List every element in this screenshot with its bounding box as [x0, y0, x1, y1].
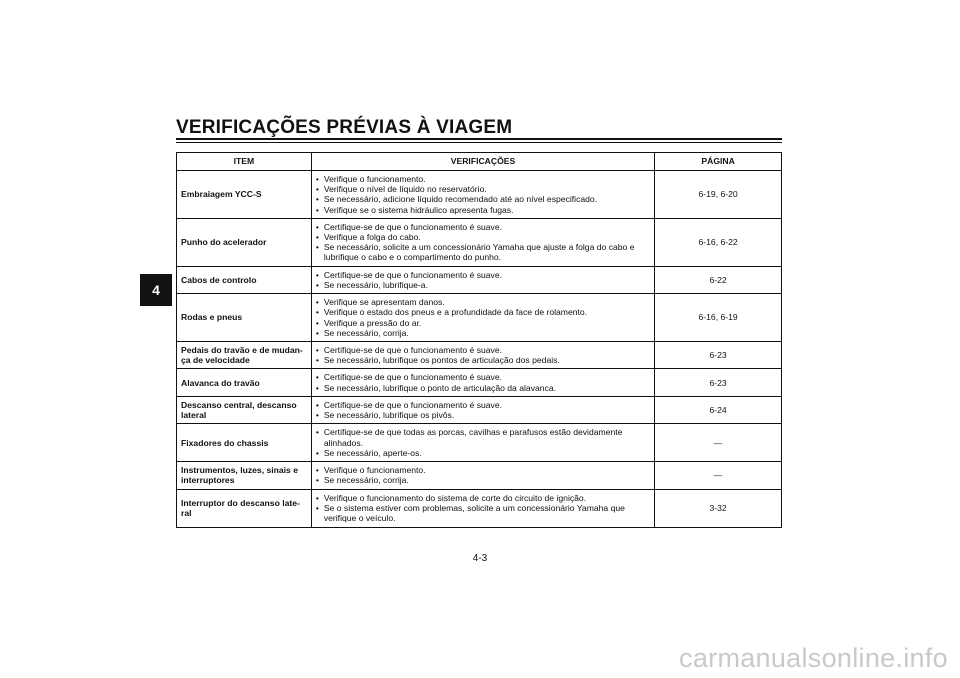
- header-item: ITEM: [177, 153, 312, 171]
- row-checks: [311, 489, 654, 527]
- table-row: [177, 294, 782, 342]
- row-page: 3-32: [655, 489, 782, 527]
- page-title: VERIFICAÇÕES PRÉVIAS À VIAGEM: [176, 117, 513, 138]
- check-item: • Verifique o nível de líquido no reservatório.: [316, 184, 650, 194]
- watermark: carmanualsonline.info: [679, 643, 948, 673]
- row-item: Fixadores do chassis: [177, 424, 312, 462]
- check-list: [316, 222, 650, 263]
- table-row: [177, 218, 782, 266]
- row-page: 6-22: [655, 266, 782, 293]
- table-row: [177, 342, 782, 369]
- row-item: Cabos de controlo: [177, 266, 312, 293]
- table-header-row: [177, 153, 782, 171]
- row-page: —: [655, 462, 782, 489]
- row-item: Instrumentos, luzes, sinais e interruptores: [177, 462, 312, 489]
- header-page: PÁGINA: [655, 153, 782, 171]
- check-item: • Certifique-se de que o funcionamento é suave.: [316, 400, 650, 410]
- check-item: • Se necessário, corrija.: [316, 328, 650, 338]
- check-item: • Verifique se o sistema hidráulico apresenta fugas.: [316, 205, 650, 215]
- check-list: [316, 465, 650, 485]
- table-row: [177, 396, 782, 423]
- check-item: • Se necessário, lubrifique os pivôs.: [316, 410, 650, 420]
- title-rule-thin: [176, 142, 782, 143]
- chapter-tab: 4: [140, 274, 172, 306]
- check-item: • Verifique o funcionamento.: [316, 174, 650, 184]
- row-item: Descanso central, descanso lateral: [177, 396, 312, 423]
- row-checks: [311, 396, 654, 423]
- table-row: [177, 424, 782, 462]
- row-item: Alavanca do travão: [177, 369, 312, 396]
- check-list: [316, 427, 650, 458]
- check-item: • Certifique-se de que o funcionamento é suave.: [316, 372, 650, 382]
- check-item: • Certifique-se de que o funcionamento é suave.: [316, 222, 650, 232]
- check-item: • Verifique o funcionamento do sistema de corte do circuito de ignição.: [316, 493, 650, 503]
- pre-ride-checklist-table: [176, 152, 782, 528]
- check-item: • Verifique a pressão do ar.: [316, 318, 650, 328]
- table-row: [177, 171, 782, 219]
- check-item: • Certifique-se de que o funcionamento é suave.: [316, 345, 650, 355]
- check-item: • Verifique se apresentam danos.: [316, 297, 650, 307]
- check-item: • Se necessário, solicite a um concessionário Yamaha que ajuste a folga do cabo e lubrifique o cabo e o compartimento do punho.: [316, 242, 650, 262]
- check-list: [316, 400, 650, 420]
- check-item: • Certifique-se de que o funcionamento é suave.: [316, 270, 650, 280]
- check-item: • Se o sistema estiver com problemas, solicite a um concessionário Yamaha que verifique o veículo.: [316, 503, 650, 523]
- table-row: [177, 489, 782, 527]
- row-checks: [311, 171, 654, 219]
- row-checks: [311, 266, 654, 293]
- row-page: 6-16, 6-22: [655, 218, 782, 266]
- page-number: 4-3: [472, 553, 488, 564]
- row-page: 6-16, 6-19: [655, 294, 782, 342]
- check-item: • Verifique o estado dos pneus e a profundidade da face de rolamento.: [316, 307, 650, 317]
- header-checks: VERIFICAÇÕES: [311, 153, 654, 171]
- row-page: 6-23: [655, 369, 782, 396]
- check-item: • Se necessário, lubrifique o ponto de articulação da alavanca.: [316, 383, 650, 393]
- check-item: • Se necessário, aperte-os.: [316, 448, 650, 458]
- check-item: • Se necessário, adicione líquido recomendado até ao nível especificado.: [316, 194, 650, 204]
- row-checks: [311, 462, 654, 489]
- check-list: [316, 297, 650, 338]
- row-item: Pedais do travão e de mudan-ça de velocidade: [177, 342, 312, 369]
- row-item: Rodas e pneus: [177, 294, 312, 342]
- title-rule: [176, 138, 782, 140]
- check-list: [316, 372, 650, 392]
- row-checks: [311, 369, 654, 396]
- check-item: • Se necessário, lubrifique-a.: [316, 280, 650, 290]
- row-page: —: [655, 424, 782, 462]
- row-checks: [311, 424, 654, 462]
- table-row: [177, 266, 782, 293]
- check-item: • Certifique-se de que todas as porcas, cavilhas e parafusos estão devidamente alinhados.: [316, 427, 650, 447]
- row-checks: [311, 218, 654, 266]
- row-page: 6-19, 6-20: [655, 171, 782, 219]
- check-list: [316, 270, 650, 290]
- row-checks: [311, 294, 654, 342]
- check-list: [316, 345, 650, 365]
- check-item: • Se necessário, lubrifique os pontos de articulação dos pedais.: [316, 355, 650, 365]
- check-list: [316, 174, 650, 215]
- check-item: • Se necessário, corrija.: [316, 475, 650, 485]
- table-row: [177, 462, 782, 489]
- row-item: Embraiagem YCC-S: [177, 171, 312, 219]
- row-item: Interruptor do descanso late-ral: [177, 489, 312, 527]
- row-checks: [311, 342, 654, 369]
- row-item: Punho do acelerador: [177, 218, 312, 266]
- check-item: • Verifique o funcionamento.: [316, 465, 650, 475]
- row-page: 6-23: [655, 342, 782, 369]
- table-row: [177, 369, 782, 396]
- check-list: [316, 493, 650, 524]
- check-item: • Verifique a folga do cabo.: [316, 232, 650, 242]
- row-page: 6-24: [655, 396, 782, 423]
